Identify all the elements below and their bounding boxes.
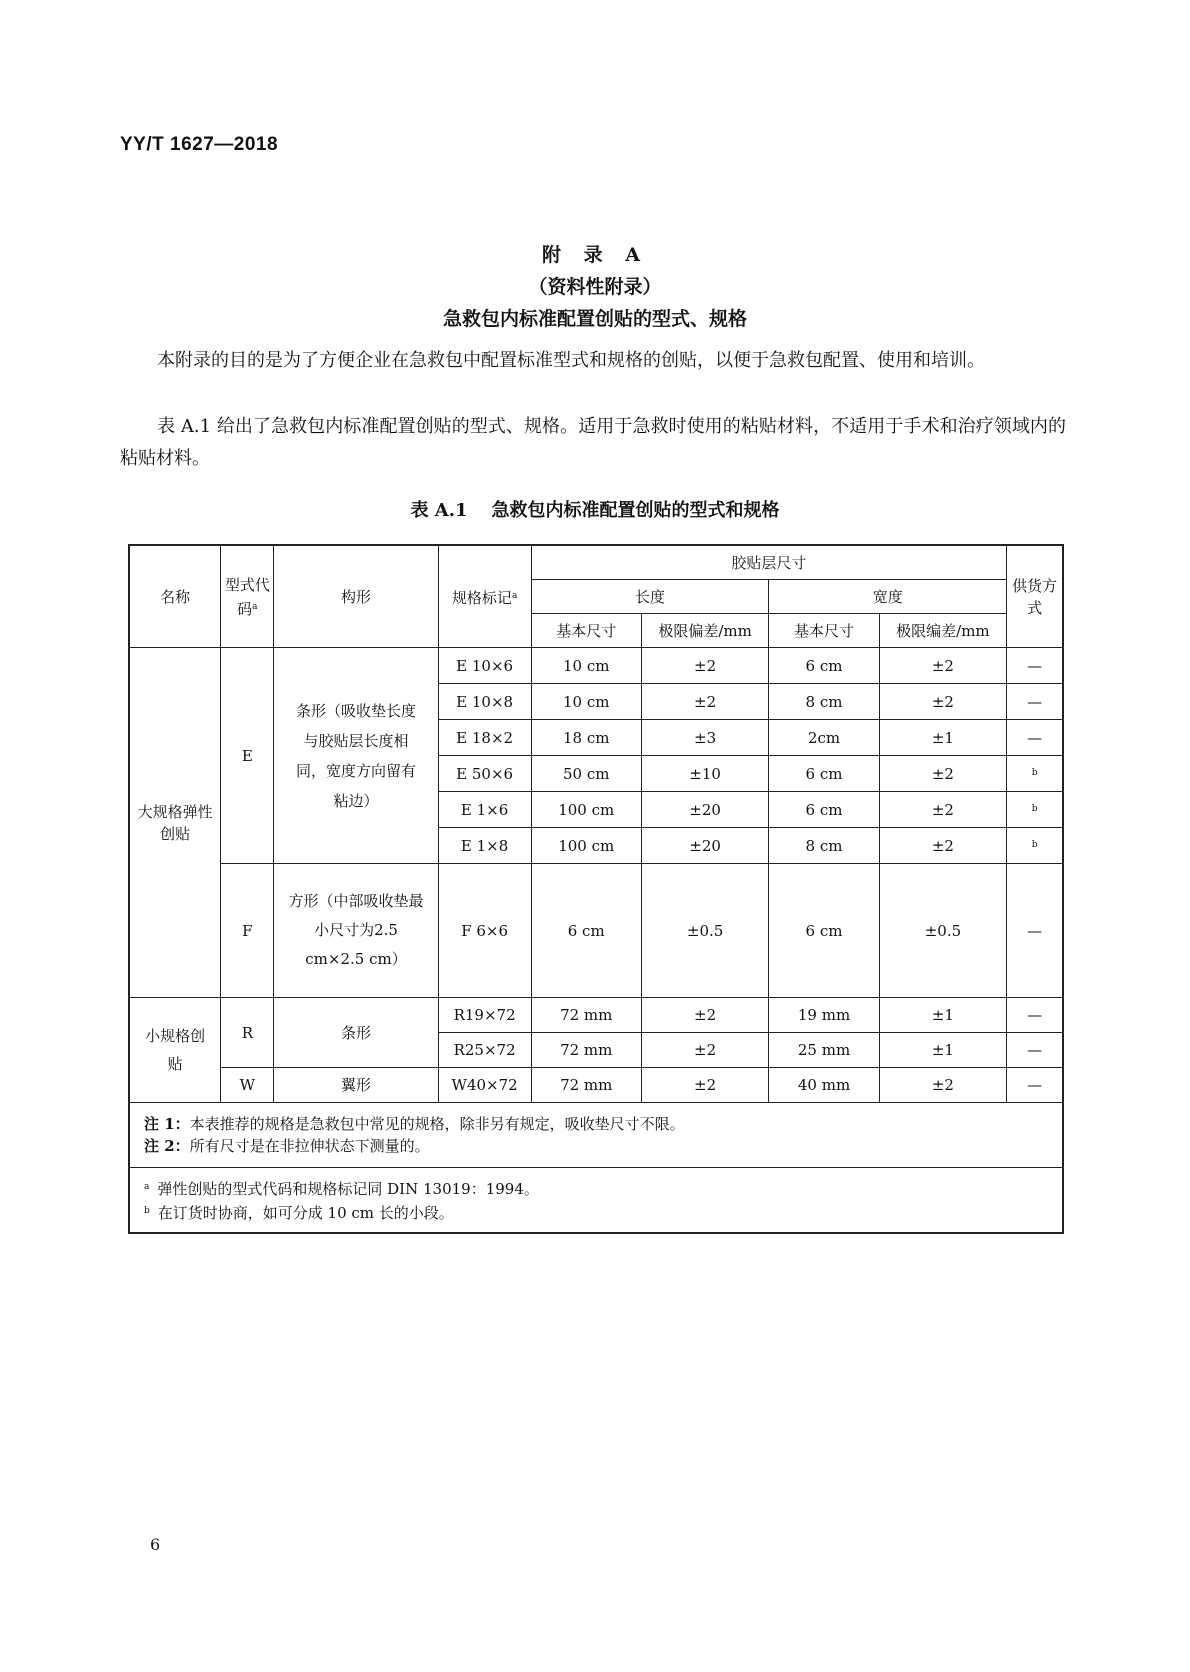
- width-dev-cell: ±0.5: [879, 864, 1007, 998]
- table-row: [129, 648, 1063, 684]
- width-dev-cell: ±2: [879, 684, 1007, 720]
- table-row: [129, 998, 1063, 1033]
- width-cell: 8 cm: [769, 828, 879, 864]
- header-name: 名称: [129, 545, 221, 648]
- supply-cell: —: [1007, 1068, 1063, 1103]
- spec-cell: E 1×6: [438, 792, 531, 828]
- supply-mark: b: [1031, 767, 1038, 778]
- width-cell: 8 cm: [769, 684, 879, 720]
- supply-cell: —: [1007, 998, 1063, 1033]
- length-cell: 18 cm: [531, 720, 641, 756]
- length-cell: 10 cm: [531, 684, 641, 720]
- supply-mark: b: [1031, 803, 1038, 814]
- header-width-dev: 极限编差/mm: [879, 614, 1007, 648]
- width-cell: 6 cm: [769, 864, 879, 998]
- length-dev-cell: ±3: [641, 720, 769, 756]
- supply-cell: —: [1007, 720, 1063, 756]
- type-code-r: R: [221, 998, 274, 1068]
- group-name-small: 小规格创贴: [129, 998, 221, 1103]
- length-cell: 10 cm: [531, 648, 641, 684]
- paragraph-purpose: 本附录的目的是为了方便企业在急救包中配置标准型式和规格的创贴，以便于急救包配置、使用和培训。: [157, 350, 985, 371]
- header-length-dev: 极限偏差/mm: [641, 614, 769, 648]
- paragraph-scope: 表 A.1 给出了急救包内标准配置创贴的型式、规格。适用于急救时使用的粘贴材料，不适用于手术和治疗领域内的粘贴材料。: [120, 416, 1066, 469]
- footnote-mark: a: [144, 1182, 150, 1192]
- length-cell: 100 cm: [531, 828, 641, 864]
- header-shape: 构形: [274, 545, 438, 648]
- supply-cell: [1007, 828, 1063, 864]
- footnote-mark: b: [144, 1206, 150, 1216]
- supply-cell: —: [1007, 684, 1063, 720]
- width-cell: 19 mm: [769, 998, 879, 1033]
- width-dev-cell: ±2: [879, 756, 1007, 792]
- table-caption-title: 急救包内标准配置创贴的型式和规格: [491, 500, 780, 521]
- note-text: 所有尺寸是在非拉伸状态下测量的。: [189, 1137, 430, 1155]
- spec-cell: E 10×6: [438, 648, 531, 684]
- length-dev-cell: ±0.5: [641, 864, 769, 998]
- note-label: 注 1：: [144, 1115, 190, 1133]
- table-caption: [0, 496, 1190, 522]
- shape-r: 条形: [274, 998, 438, 1068]
- length-cell: 50 cm: [531, 756, 641, 792]
- supply-cell: —: [1007, 864, 1063, 998]
- footnote-text: 弹性创贴的型式代码和规格标记同 DIN 13019：1994。: [157, 1180, 539, 1198]
- table-header-row: [129, 545, 1063, 580]
- group-name-large: 大规格弹性创贴: [129, 648, 221, 998]
- width-dev-cell: ±2: [879, 828, 1007, 864]
- header-spec-mark-sup: a: [511, 590, 518, 601]
- footnote-text: 在订货时协商，如可分成 10 cm 长的小段。: [157, 1204, 454, 1222]
- width-cell: 25 mm: [769, 1033, 879, 1068]
- length-dev-cell: ±2: [641, 1033, 769, 1068]
- page-number: 6: [150, 1535, 161, 1554]
- table-footnotes-row: [129, 1168, 1063, 1234]
- table-row: [129, 864, 1063, 998]
- note-label: 注 2：: [144, 1137, 190, 1155]
- width-cell: 40 mm: [769, 1068, 879, 1103]
- length-dev-cell: ±20: [641, 792, 769, 828]
- supply-cell: [1007, 756, 1063, 792]
- length-dev-cell: ±20: [641, 828, 769, 864]
- length-cell: 6 cm: [531, 864, 641, 998]
- header-length: 长度: [531, 580, 769, 614]
- length-cell: 72 mm: [531, 1068, 641, 1103]
- footnote: [144, 1176, 1048, 1200]
- length-cell: 100 cm: [531, 792, 641, 828]
- spec-cell: W40×72: [438, 1068, 531, 1103]
- spec-cell: E 1×8: [438, 828, 531, 864]
- appendix-title: 附 录 A: [542, 244, 648, 266]
- shape-w: 翼形: [274, 1068, 438, 1103]
- length-dev-cell: ±2: [641, 684, 769, 720]
- width-dev-cell: ±1: [879, 998, 1007, 1033]
- table-note: [144, 1135, 1048, 1157]
- length-dev-cell: ±10: [641, 756, 769, 792]
- width-cell: 2cm: [769, 720, 879, 756]
- table-row: [129, 1068, 1063, 1103]
- spec-cell: R25×72: [438, 1033, 531, 1068]
- table-notes-row: [129, 1103, 1063, 1168]
- table-caption-number: 表 A.1: [410, 500, 468, 521]
- shape-e: 条形（吸收垫长度与胶贴层长度相同，宽度方向留有粘边）: [274, 648, 438, 864]
- header-spec-mark: [438, 545, 531, 648]
- width-dev-cell: ±2: [879, 1068, 1007, 1103]
- length-dev-cell: ±2: [641, 1068, 769, 1103]
- header-type-code-text: 型式代码: [224, 575, 270, 618]
- length-dev-cell: ±2: [641, 998, 769, 1033]
- header-width-basic: 基本尺寸: [769, 614, 879, 648]
- spec-table: [128, 544, 1064, 1234]
- length-dev-cell: ±2: [641, 648, 769, 684]
- type-code-w: W: [221, 1068, 274, 1103]
- header-length-basic: 基本尺寸: [531, 614, 641, 648]
- length-cell: 72 mm: [531, 998, 641, 1033]
- footnote: [144, 1200, 1048, 1224]
- note-text: 本表推荐的规格是急救包中常见的规格，除非另有规定，吸收垫尺寸不限。: [189, 1115, 685, 1133]
- standard-code: YY/T 1627—2018: [120, 134, 279, 155]
- width-dev-cell: ±2: [879, 792, 1007, 828]
- width-dev-cell: ±2: [879, 648, 1007, 684]
- appendix-type: （资料性附录）: [528, 276, 662, 298]
- length-cell: 72 mm: [531, 1033, 641, 1068]
- supply-cell: [1007, 792, 1063, 828]
- supply-cell: —: [1007, 648, 1063, 684]
- supply-mark: b: [1031, 839, 1038, 850]
- spec-cell: R19×72: [438, 998, 531, 1033]
- spec-cell: E 18×2: [438, 720, 531, 756]
- table-note: [144, 1113, 1048, 1135]
- header-type-code: [221, 545, 274, 648]
- header-supply: 供货方式: [1007, 545, 1063, 648]
- width-cell: 6 cm: [769, 648, 879, 684]
- type-code-f: F: [221, 864, 274, 998]
- spec-cell: F 6×6: [438, 864, 531, 998]
- width-dev-cell: ±1: [879, 1033, 1007, 1068]
- appendix-subject: 急救包内标准配置创贴的型式、规格: [442, 308, 747, 330]
- spec-cell: E 50×6: [438, 756, 531, 792]
- header-width: 宽度: [769, 580, 1007, 614]
- width-dev-cell: ±1: [879, 720, 1007, 756]
- header-type-code-mark: a: [252, 601, 258, 612]
- width-cell: 6 cm: [769, 792, 879, 828]
- header-adhesive-size: 胶贴层尺寸: [531, 545, 1007, 580]
- shape-f: 方形（中部吸收垫最小尺寸为2.5 cm×2.5 cm）: [274, 864, 438, 998]
- header-spec-mark-text: 规格标记: [451, 588, 512, 607]
- supply-cell: —: [1007, 1033, 1063, 1068]
- spec-cell: E 10×8: [438, 684, 531, 720]
- width-cell: 6 cm: [769, 756, 879, 792]
- table-notes: [129, 1103, 1063, 1168]
- type-code-e: E: [221, 648, 274, 864]
- table-footnotes: [129, 1168, 1063, 1234]
